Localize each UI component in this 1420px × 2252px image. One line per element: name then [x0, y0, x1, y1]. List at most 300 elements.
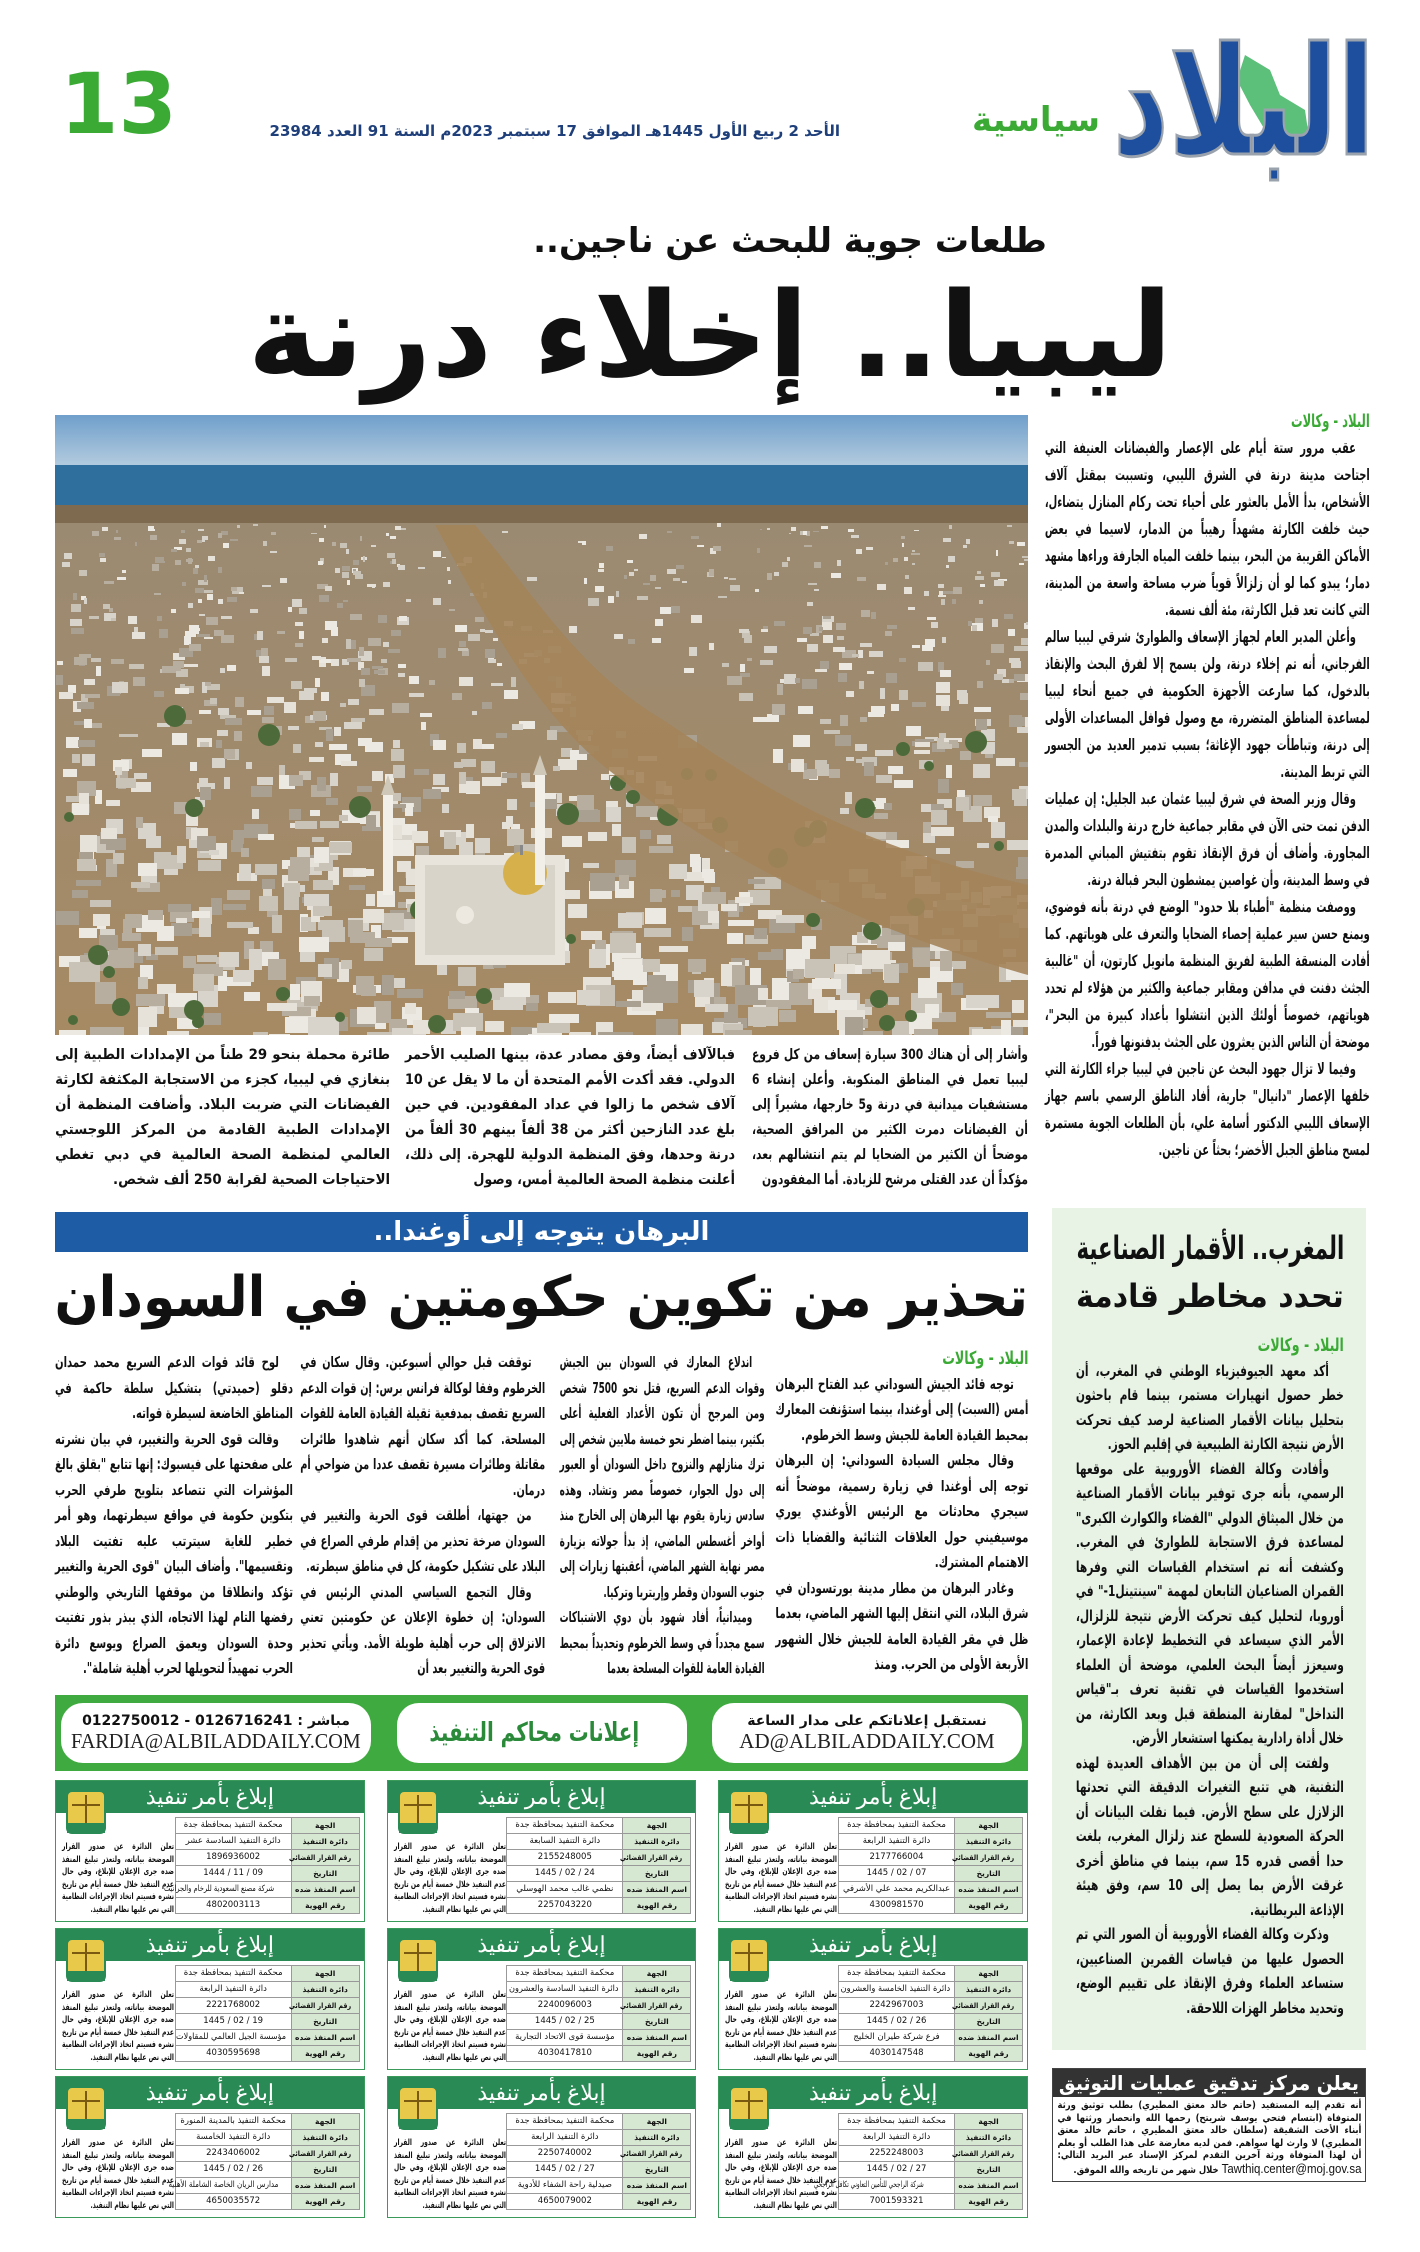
- notice-value: مؤسسة قوى الاتحاد التجارية: [515, 2032, 615, 2042]
- execution-notice: [55, 1780, 365, 1922]
- building: [507, 829, 524, 846]
- building: [504, 690, 518, 699]
- building: [341, 761, 357, 766]
- building: [936, 682, 950, 693]
- building: [815, 977, 830, 984]
- building: [767, 528, 770, 530]
- building: [598, 569, 604, 572]
- building: [78, 740, 95, 747]
- building: [264, 706, 274, 715]
- building: [814, 589, 819, 591]
- building: [295, 622, 303, 626]
- tree: [566, 934, 576, 944]
- building: [315, 742, 323, 747]
- building: [601, 774, 609, 780]
- building: [681, 1024, 703, 1035]
- building: [837, 636, 844, 640]
- building: [1009, 658, 1020, 663]
- morocco-paragraph: أكد معهد الجيوفيزياء الوطني في المغرب، أن خطر حصول انهيارات مستمر، بينما قام باحثون بتحليل بيانات الأقمار الصناعية لرصد كيف تحركت الأرض نتيجة الكارثة الطبيعية في إقليم الحوز.: [1076, 1361, 1344, 1453]
- notice-body-text: تعلن الدائرة عن صدور القرار الموضحة بياناته، ولتعذر تبليغ المنفذ ضده جرى الإعلان للإبلاغ، وفي حال عدم التنفيذ خلال خمسة أيام من تاريخ نشره فسيتم اتخاذ الإجراءات النظامية التي نص عليها نظام التنفيذ.: [62, 2138, 175, 2211]
- notice-body: [725, 2137, 837, 2212]
- sudan-paragraph: توقفت قبل حوالي أسبوعين. وقال سكان في الخرطوم وفقا لوكالة فرانس برس: إن قوات الدعم السريع تقصف بمدفعية ثقيلة القيادة العامة للقوات المسلحة. كما أكد سكان أنهم شاهدوا طائرات مقاتلة وطائرات مسيرة تقصف عددا من ضواحي أم درمان.: [300, 1354, 545, 1499]
- building: [767, 573, 772, 580]
- building: [129, 664, 144, 669]
- notice-label: اسم المنفذ ضده: [295, 2181, 356, 2190]
- notice-value: محكمة التنفيذ بمحافظة جدة: [847, 1968, 946, 1978]
- building: [241, 848, 249, 857]
- building: [84, 598, 87, 604]
- building: [388, 649, 400, 653]
- building: [84, 679, 95, 685]
- building: [371, 545, 376, 547]
- building: [353, 569, 356, 571]
- notice-label: الجهة: [978, 1821, 999, 1830]
- building: [789, 533, 791, 534]
- building: [209, 850, 219, 855]
- building: [262, 717, 274, 723]
- notice-label: رقم القرار القضائي: [951, 2001, 1014, 2010]
- building: [914, 750, 930, 754]
- building: [100, 558, 106, 562]
- ads-email-ad[interactable]: AD@ALBILADDAILY.COM: [739, 1728, 995, 1753]
- notice-label: التاريخ: [313, 2017, 338, 2026]
- building: [777, 684, 783, 695]
- notice-label: اسم المنفذ ضده: [626, 2033, 687, 2042]
- notice-title-text: إبلاغ بأمر تنفيذ: [477, 1932, 606, 1957]
- building: [186, 548, 191, 552]
- notice-label: الجهة: [646, 1969, 667, 1978]
- building: [1007, 525, 1012, 527]
- building: [589, 949, 606, 968]
- building: [466, 824, 474, 838]
- building: [188, 603, 193, 608]
- building: [927, 617, 936, 620]
- building: [257, 777, 273, 785]
- building: [795, 678, 800, 683]
- building: [468, 634, 480, 641]
- notice-value: 2242967003: [869, 2000, 924, 2010]
- building: [461, 759, 476, 767]
- building: [845, 792, 852, 804]
- building: [846, 691, 854, 697]
- building: [980, 584, 985, 587]
- building: [709, 643, 714, 650]
- building: [972, 625, 977, 631]
- building: [459, 842, 473, 857]
- building: [996, 758, 1015, 766]
- notice-label: رقم القرار القضائي: [288, 2001, 351, 2010]
- building: [111, 618, 116, 621]
- tree: [335, 1012, 345, 1022]
- building: [952, 599, 956, 604]
- building: [63, 769, 77, 777]
- notice-value: محكمة التنفيذ بمحافظة جدة: [847, 1820, 946, 1830]
- building: [975, 576, 984, 580]
- building: [705, 1004, 728, 1012]
- building: [528, 1034, 560, 1035]
- notice-value: محكمة التنفيذ بمحافظة جدة: [847, 2116, 946, 2126]
- building: [833, 647, 845, 652]
- libya-bottom-column-1: [752, 1043, 1028, 1193]
- building: [401, 528, 406, 530]
- building: [156, 561, 165, 563]
- building: [71, 628, 84, 634]
- building: [244, 992, 260, 1001]
- building: [288, 607, 292, 612]
- building: [1009, 541, 1014, 544]
- building: [673, 578, 680, 581]
- building: [290, 984, 300, 1000]
- building: [491, 683, 503, 686]
- building: [739, 693, 753, 701]
- building: [347, 658, 361, 662]
- building: [722, 663, 729, 667]
- building: [199, 614, 205, 616]
- tawthiq-closing: خلال شهر من تاريخه والله الموفق.: [1072, 2164, 1219, 2176]
- building: [90, 900, 111, 907]
- building: [208, 556, 215, 561]
- building: [182, 582, 186, 586]
- building: [963, 545, 967, 548]
- libya-kicker: [440, 218, 1140, 264]
- building: [132, 632, 145, 639]
- building: [549, 1014, 579, 1023]
- notice-value: دائرة التنفيذ الرابعة: [862, 1836, 931, 1846]
- building: [629, 572, 634, 576]
- derna-aerial-photo: [55, 415, 1028, 1035]
- tawthiq-title-text: يعلن مركز تدقيق عمليات التوثيق: [1058, 2071, 1360, 2095]
- notice-title-text: إبلاغ بأمر تنفيذ: [145, 1784, 275, 1809]
- building: [636, 806, 658, 817]
- building: [976, 719, 987, 730]
- building: [718, 596, 727, 598]
- building: [359, 647, 364, 656]
- building: [1009, 715, 1022, 727]
- building: [136, 994, 165, 1006]
- building: [304, 996, 320, 1006]
- building: [57, 661, 63, 665]
- building: [612, 824, 621, 836]
- building: [171, 609, 176, 613]
- building: [702, 892, 726, 904]
- building: [588, 598, 599, 606]
- notice-value: دائرة التنفيذ الخامسة والعشرون: [840, 1984, 951, 1994]
- building: [413, 1020, 430, 1034]
- building: [344, 722, 362, 729]
- building: [253, 524, 258, 526]
- building: [221, 635, 234, 643]
- building: [940, 670, 951, 677]
- building: [76, 880, 101, 886]
- notice-value: 2252248003: [869, 2148, 924, 2158]
- building: [313, 880, 333, 890]
- building: [348, 699, 359, 705]
- contact-pill-left: [61, 1703, 371, 1763]
- libya-kicker-text: طلعات جوية للبحث عن ناجين..: [533, 221, 1047, 261]
- notice-label: رقم القرار القضائي: [288, 2149, 351, 2158]
- building: [198, 599, 202, 603]
- notice-label: دائرة التنفيذ: [634, 1985, 680, 1994]
- building: [936, 695, 950, 706]
- justice-emblem-icon: [396, 2081, 440, 2131]
- building: [973, 764, 990, 778]
- building: [694, 980, 714, 997]
- tree: [994, 841, 1004, 851]
- building: [616, 591, 619, 597]
- building: [235, 697, 244, 707]
- building: [880, 688, 885, 699]
- sudan-headline-text: تحذير من تكوين حكومتين في السودان: [54, 1265, 1029, 1331]
- justice-emblem-icon: [727, 1933, 771, 1983]
- building: [179, 539, 186, 544]
- building: [318, 964, 332, 977]
- building: [184, 636, 191, 645]
- building: [860, 643, 872, 647]
- building: [938, 584, 944, 588]
- building: [452, 693, 462, 700]
- building: [299, 631, 304, 639]
- sudan-kicker-bar: [55, 1212, 1028, 1252]
- building: [366, 815, 376, 831]
- building: [475, 617, 484, 622]
- building: [285, 1017, 308, 1033]
- ads-email-fardia[interactable]: FARDIA@ALBILADDAILY.COM: [71, 1728, 361, 1753]
- building: [628, 639, 635, 644]
- building: [342, 566, 350, 571]
- building: [991, 572, 1000, 577]
- justice-emblem-icon: [685, 1707, 686, 1759]
- building: [59, 692, 73, 699]
- building: [590, 873, 615, 891]
- building: [784, 674, 796, 684]
- building: [340, 703, 346, 707]
- building: [709, 569, 714, 576]
- building: [168, 904, 191, 912]
- tree: [879, 1015, 895, 1031]
- building: [915, 739, 934, 742]
- notice-title-text: إبلاغ بأمر تنفيذ: [809, 2080, 938, 2105]
- building: [218, 599, 223, 604]
- building: [627, 560, 633, 563]
- building: [197, 836, 216, 851]
- building: [237, 525, 240, 528]
- building: [787, 557, 790, 561]
- building: [204, 590, 213, 593]
- notice-label: دائرة التنفيذ: [634, 1837, 680, 1846]
- notice-body-text: تعلن الدائرة عن صدور القرار الموضحة بياناته، ولتعذر تبليغ المنفذ ضده جرى الإعلان للإبلاغ، وفي حال عدم التنفيذ خلال خمسة أيام من تاريخ نشره فسيتم اتخاذ الإجراءات النظامية التي نص عليها نظام التنفيذ.: [725, 1842, 838, 1915]
- building: [869, 651, 883, 657]
- notice-label: الجهة: [646, 1821, 667, 1830]
- building: [313, 711, 326, 721]
- notice-value: 2240096003: [537, 2000, 592, 2010]
- building: [717, 523, 721, 527]
- sudan-paragraph: وقال التجمع السياسي المدني الرئيس في السودان: إن خطوة الإعلان عن حكومتين تعني الانزلاق إلى حرب أهلية طويلة الأمد. ويأتي تحذير قوى الحرية والتغيير بعد أن: [300, 1583, 545, 1677]
- sudan-paragraph: وغادر البرهان من مطار مدينة بورتسودان في شرق البلاد، التي انتقل إليها الشهر الماضي، بعدما ظل في مقر القيادة العامة للجيش خلال الشهور الأربعة الأولى من الحرب. ومنذ: [775, 1579, 1028, 1673]
- building: [802, 936, 816, 949]
- building: [181, 530, 185, 533]
- notice-value: محكمة التنفيذ بمحافظة جدة: [515, 1820, 615, 1830]
- building: [911, 553, 920, 555]
- notice-label: اسم المنفذ ضده: [958, 2033, 1019, 2042]
- building: [918, 978, 937, 998]
- notice-label: اسم المنفذ ضده: [958, 1885, 1019, 1894]
- building: [414, 769, 429, 775]
- notice-label: دائرة التنفيذ: [965, 1837, 1012, 1846]
- tree: [870, 990, 888, 1008]
- building: [304, 688, 317, 693]
- building: [167, 1031, 189, 1035]
- building: [198, 860, 221, 871]
- building: [504, 983, 530, 997]
- building: [157, 616, 162, 621]
- justice-emblem-icon: [727, 2081, 771, 2131]
- building: [207, 594, 213, 600]
- building: [886, 673, 897, 683]
- building: [888, 766, 903, 774]
- building: [688, 959, 706, 972]
- building: [171, 923, 192, 936]
- building: [1019, 563, 1024, 565]
- notice-title-text: إبلاغ بأمر تنفيذ: [477, 2080, 606, 2105]
- building: [823, 616, 831, 619]
- building: [399, 616, 407, 621]
- building: [904, 587, 912, 594]
- notice-value: شركة الراجحي للتأمين التعاوني تكافل الراجحي: [814, 2180, 925, 2190]
- notice-label: اسم المنفذ ضده: [295, 2033, 356, 2042]
- building: [558, 759, 577, 770]
- building: [268, 959, 286, 980]
- ads-band-title: إعلانات محاكم التنفيذ: [428, 1718, 639, 1748]
- building: [686, 885, 704, 900]
- building: [914, 530, 919, 531]
- libya-bottom-text-2: فبالآلاف أيضاً، وفق مصادر عدة، بينها الصليب الأحمر الدولي. فقد أكدت الأمم المتحدة أن ما لا يقل عن 10 آلاف شخص ما زالوا في عداد المفقودين. في حين بلغ عدد النازحين أكثر من 38 ألفاً بينهم 30 ألفاً من درنة وحدها، وفق المنظمة الدولية للهجرة. إلى ذلك، أعلنت منظمة الصحة العالمية أمس، وصول: [405, 1047, 735, 1188]
- building: [1012, 1000, 1024, 1013]
- libya-byline: البلاد - وكالات: [1291, 411, 1370, 432]
- ads-title-pill: [397, 1703, 687, 1763]
- building: [391, 630, 401, 636]
- building: [331, 659, 339, 666]
- building: [682, 927, 693, 941]
- building: [324, 525, 326, 528]
- notice-body: [725, 1989, 837, 2064]
- sudan-paragraph: وقال مجلس السيادة السوداني: إن البرهان توجه إلى أوغندا في زيارة رسمية، موضحاً أنه سيجري محادثات مع الرئيس الأوغندي يوري موسيفيني حول العلاقات الثنائية والقضايا ذات الاهتمام المشترك.: [775, 1452, 1028, 1571]
- building: [202, 536, 208, 540]
- building: [634, 569, 638, 571]
- building: [409, 693, 424, 697]
- libya-bottom-column-3: [55, 1043, 390, 1193]
- building: [988, 816, 998, 822]
- sudan-paragraph: اندلاع المعارك في السودان بين الجيش وقوات الدعم السريع، قتل نحو 7500 شخص ومن المرجح أن تكون الأعداد الفعلية أعلى بكثير، بينما اضطر نحو خمسة ملايين شخص إلى ترك منازلهم والنزوح داخل السودان أو العبور إلى دول الجوار، خصوصاً مصر وتشاد. وهذه سادس زيارة يقوم بها البرهان إلى الخارج منذ أواخر أغسطس الماضي، إذ بدأ جولاته بزيارة مصر نهاية الشهر الماضي، أعقبتها زيارات إلى جنوب السودان وقطر وإريتريا وتركيا.: [560, 1354, 765, 1601]
- building: [248, 927, 259, 934]
- building: [828, 1000, 857, 1010]
- tree: [905, 1010, 917, 1022]
- building: [545, 793, 556, 799]
- building: [90, 1027, 124, 1035]
- execution-notice: [718, 1780, 1028, 1922]
- building: [949, 740, 958, 744]
- page-number: 13: [60, 55, 177, 153]
- building: [562, 836, 582, 847]
- building: [262, 585, 271, 587]
- libya-bottom-column-2: [405, 1043, 735, 1193]
- building: [239, 864, 251, 881]
- building: [815, 669, 827, 672]
- building: [398, 673, 405, 677]
- tree: [88, 945, 108, 965]
- building: [300, 952, 315, 962]
- building: [755, 589, 759, 592]
- notice-value: عبدالكريم محمد علي الأشرفي: [842, 1884, 951, 1894]
- notice-table: [506, 1817, 691, 1914]
- building: [204, 575, 207, 582]
- building: [393, 765, 405, 778]
- building: [148, 910, 163, 920]
- building: [249, 949, 262, 970]
- building: [885, 562, 888, 565]
- notice-body: [62, 1989, 174, 2064]
- building: [382, 975, 394, 995]
- notice-label: التاريخ: [313, 2165, 338, 2174]
- notice-label: رقم القرار القضائي: [288, 1853, 351, 1862]
- building: [808, 583, 817, 585]
- building: [231, 587, 237, 591]
- notice-value: 4030147548: [869, 2048, 924, 2058]
- notice-label: دائرة التنفيذ: [302, 1837, 348, 1846]
- building: [803, 531, 807, 535]
- building: [655, 587, 661, 589]
- building: [391, 749, 404, 761]
- building: [317, 777, 326, 791]
- building: [363, 909, 384, 923]
- building: [948, 556, 955, 562]
- notice-table: [175, 1965, 360, 2062]
- building: [267, 1003, 297, 1011]
- building: [138, 863, 157, 876]
- tawthiq-email[interactable]: Tawthiq.center@moj.gov.sa: [1221, 2160, 1361, 2176]
- building: [217, 730, 228, 736]
- morocco-byline: البلاد - وكالات: [1257, 1335, 1344, 1356]
- building: [908, 607, 915, 610]
- building: [943, 591, 953, 594]
- notice-label: رقم القرار القضائي: [951, 2149, 1014, 2158]
- building: [619, 875, 629, 889]
- building: [68, 685, 76, 693]
- building: [444, 832, 456, 849]
- notice-value: 4802003113: [206, 1900, 261, 1910]
- building: [692, 857, 701, 872]
- building: [350, 932, 375, 943]
- building: [904, 557, 908, 561]
- notice-table: [838, 1817, 1023, 1914]
- notice-value: محكمة التنفيذ بمحافظة جدة: [183, 1968, 283, 1978]
- tree: [258, 724, 280, 746]
- building: [578, 810, 600, 822]
- building: [979, 600, 983, 604]
- building: [251, 786, 272, 797]
- building: [93, 914, 110, 926]
- building: [835, 964, 855, 974]
- justice-emblem-icon: [64, 2081, 108, 2131]
- building: [485, 649, 495, 658]
- building: [395, 526, 401, 530]
- building: [1004, 614, 1013, 619]
- notice-value: 2243406002: [206, 2148, 261, 2158]
- building: [708, 911, 719, 923]
- building: [905, 575, 909, 579]
- building: [233, 970, 254, 982]
- building: [210, 698, 217, 704]
- building: [779, 1010, 796, 1022]
